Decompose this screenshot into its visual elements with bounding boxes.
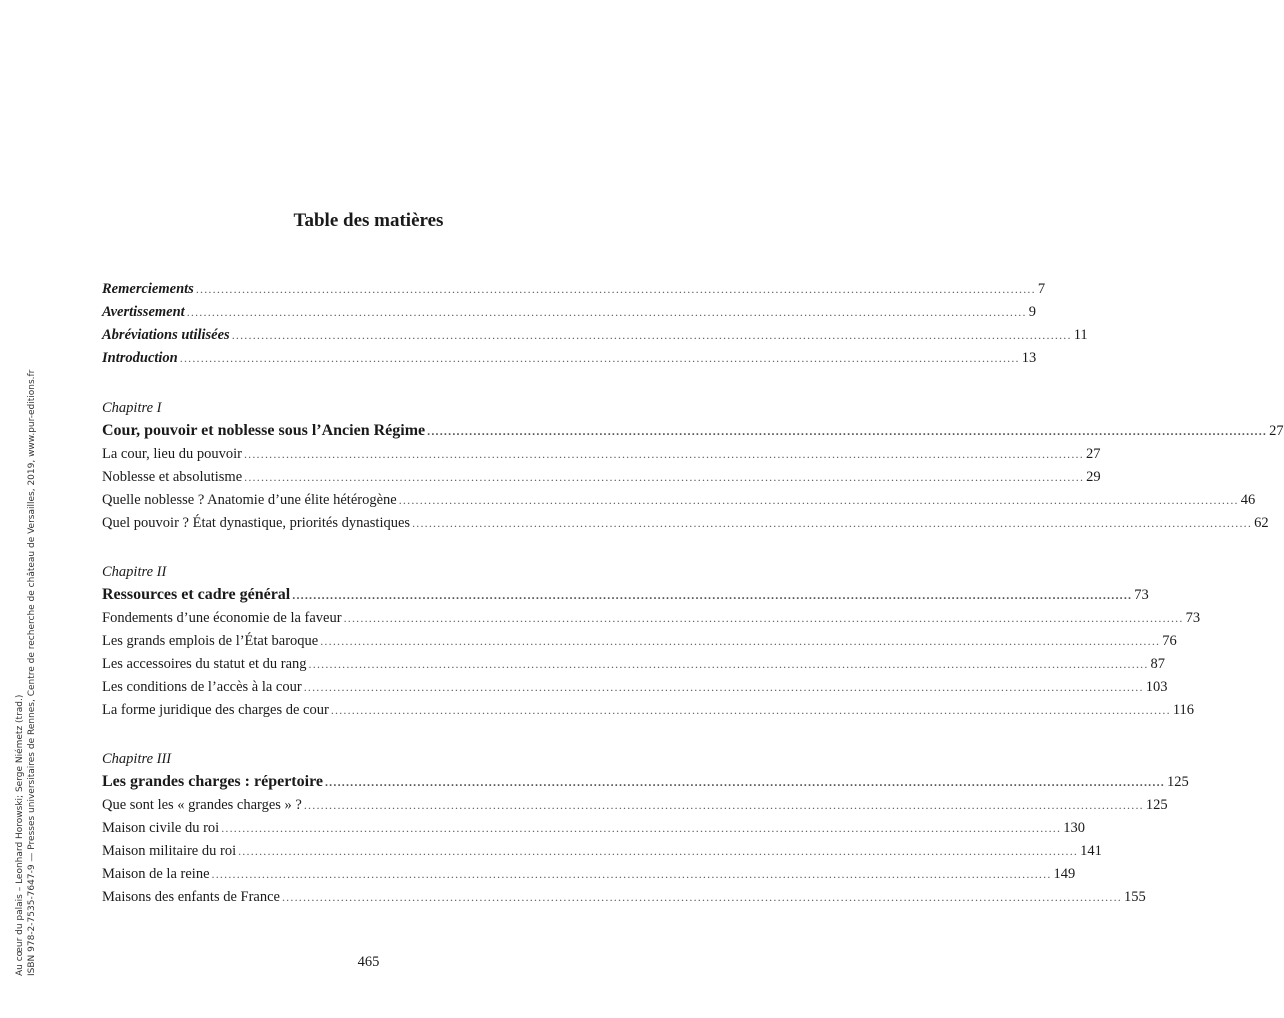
dot-leader: ........................................................................................................................................................................................................ (427, 424, 1268, 438)
chapter-heading-2: Chapitre II (102, 564, 167, 580)
toc-entry-page: 9 (1028, 304, 1036, 320)
toc-entry-page: 11 (1073, 327, 1088, 343)
dot-leader: ........................................................................................................................................................................................................ (186, 305, 1027, 319)
toc-entry[interactable] (102, 489, 1256, 512)
dot-leader: ........................................................................................................................................................................................................ (398, 493, 1239, 507)
toc-entry[interactable] (102, 863, 1076, 886)
toc-entry-label: Quelle noblesse ? Anatomie d’une élite hétérogène (102, 492, 397, 508)
toc-entry-remerciements[interactable] (102, 278, 1046, 301)
dot-leader: ........................................................................................................................................................................................................ (221, 821, 1062, 835)
page-number: 465 (357, 954, 380, 970)
toc-entry-label: Introduction (102, 350, 178, 366)
toc-entry[interactable] (102, 443, 1101, 466)
dot-leader: ........................................................................................................................................................................................................ (179, 351, 1020, 365)
toc-entry-page: 76 (1162, 633, 1177, 649)
chapter-title-page: 73 (1134, 587, 1149, 603)
toc-entry-page: 130 (1063, 820, 1085, 836)
toc-entry-page: 116 (1172, 702, 1195, 718)
dot-leader: ........................................................................................................................................................................................................ (303, 680, 1144, 694)
toc-entry[interactable] (102, 676, 1168, 699)
toc-entry-page: 141 (1080, 843, 1102, 859)
toc-entry[interactable] (102, 794, 1168, 817)
chapter-title-label: Cour, pouvoir et noblesse sous l’Ancien Régime (102, 422, 426, 439)
toc-entry-label: Les accessoires du statut et du rang (102, 656, 307, 672)
chapter-heading-3: Chapitre III (102, 751, 172, 767)
toc-entry[interactable] (102, 699, 1195, 722)
toc-entry[interactable] (102, 512, 1269, 535)
toc-entry-label: Fondements d’une économie de la faveur (102, 610, 342, 626)
toc-entry[interactable] (102, 607, 1201, 630)
dot-leader: ........................................................................................................................................................................................................ (324, 775, 1165, 789)
toc-entry-page: 27 (1085, 446, 1101, 462)
toc-entry-page: 13 (1021, 350, 1037, 366)
toc-entry-label: Maison de la reine (102, 866, 210, 882)
dot-leader: ........................................................................................................................................................................................................ (412, 516, 1253, 530)
dot-leader: ........................................................................................................................................................................................................ (343, 611, 1184, 625)
dot-leader: ........................................................................................................................................................................................................ (231, 328, 1072, 342)
citation-line-2: ISBN 978-2-7535-7647-9 — Presses universitaires de Rennes, Centre de recherche de château de Versailles, 2019, www.pur-editions.fr (27, 369, 37, 976)
chapter-heading-1: Chapitre I (102, 400, 162, 416)
toc-entry[interactable] (102, 886, 1146, 909)
toc-entry[interactable] (102, 653, 1166, 676)
toc-entry-label: Que sont les « grandes charges » ? (102, 797, 302, 813)
toc-entry-label: Quel pouvoir ? État dynastique, priorités dynastiques (102, 515, 411, 531)
toc-entry-page: 149 (1053, 866, 1076, 882)
toc-entry-label: Abréviations utilisées (102, 327, 230, 343)
page-title: Table des matières (293, 210, 444, 231)
dot-leader: ........................................................................................................................................................................................................ (243, 447, 1084, 461)
toc-entry-label: Noblesse et absolutisme (102, 469, 243, 485)
chapter-title-1[interactable] (102, 419, 1284, 443)
toc-entry-page: 7 (1037, 281, 1046, 297)
chapter-title-2[interactable] (102, 583, 1149, 607)
dot-leader: ........................................................................................................................................................................................................ (211, 867, 1052, 881)
toc-entry-page: 46 (1240, 492, 1256, 508)
dot-leader: ........................................................................................................................................................................................................ (330, 703, 1171, 717)
dot-leader: ........................................................................................................................................................................................................ (195, 282, 1036, 296)
dot-leader: ........................................................................................................................................................................................................ (244, 470, 1085, 484)
dot-leader: ........................................................................................................................................................................................................ (303, 798, 1144, 812)
dot-leader: ........................................................................................................................................................................................................ (320, 634, 1161, 648)
dot-leader: ........................................................................................................................................................................................................ (292, 588, 1133, 602)
toc-entry-abreviations[interactable] (102, 324, 1088, 347)
toc-entry-label: La cour, lieu du pouvoir (102, 446, 242, 462)
toc-entry[interactable] (102, 840, 1102, 863)
chapter-title-label: Les grandes charges : répertoire (102, 773, 323, 790)
toc-entry-page: 87 (1150, 656, 1166, 672)
toc-entry-page: 73 (1185, 610, 1201, 626)
citation-line-1: Au cœur du palais – Leonhard Horowski; Serge Niémetz (trad.) (15, 694, 25, 976)
toc-entry-page: 103 (1145, 679, 1168, 695)
dot-leader: ........................................................................................................................................................................................................ (238, 844, 1079, 858)
chapter-title-3[interactable] (102, 770, 1189, 794)
toc-entry-page: 62 (1254, 515, 1269, 531)
dot-leader: ........................................................................................................................................................................................................ (281, 890, 1122, 904)
toc-entry[interactable] (102, 630, 1177, 653)
toc-entry[interactable] (102, 466, 1101, 489)
chapter-title-label: Ressources et cadre général (102, 586, 291, 603)
toc-entry-introduction[interactable] (102, 347, 1037, 370)
toc-entry-page: 125 (1145, 797, 1168, 813)
toc-entry-page: 155 (1123, 889, 1146, 905)
toc-entry-page: 29 (1086, 469, 1101, 485)
toc-entry-label: Les grands emplois de l’État baroque (102, 633, 319, 649)
table-of-contents (102, 278, 1284, 909)
chapter-title-page: 27 (1269, 423, 1284, 439)
toc-entry-label: Maisons des enfants de France (102, 889, 280, 905)
toc-entry-avertissement[interactable] (102, 301, 1036, 324)
side-citation (14, 369, 44, 976)
toc-entry-label: La forme juridique des charges de cour (102, 702, 329, 718)
chapter-title-page: 125 (1166, 774, 1189, 790)
toc-entry-label: Maison civile du roi (102, 820, 220, 836)
toc-entry-label: Les conditions de l’accès à la cour (102, 679, 302, 695)
toc-entry-label: Remerciements (102, 281, 194, 297)
toc-entry-label: Avertissement (102, 304, 185, 320)
toc-entry-label: Maison militaire du roi (102, 843, 237, 859)
dot-leader: ........................................................................................................................................................................................................ (308, 657, 1149, 671)
toc-entry[interactable] (102, 817, 1085, 840)
